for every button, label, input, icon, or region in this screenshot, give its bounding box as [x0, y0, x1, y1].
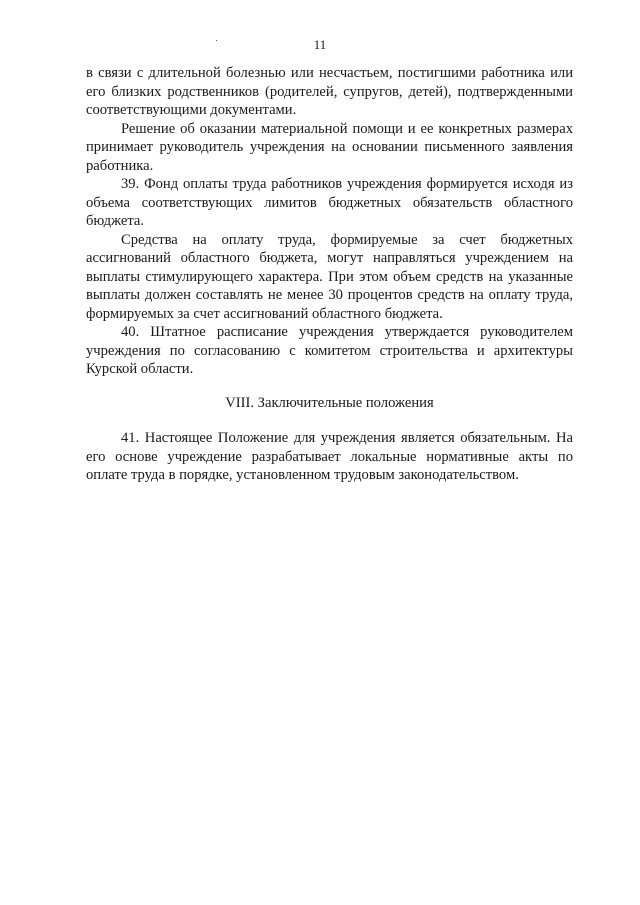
- document-body: [86, 64, 573, 485]
- page-number: 11: [313, 37, 327, 52]
- paragraph-continuation: в связи с длительной болезнью или несчастьем, постигшими работника или его близких родственников (родителей, супругов, детей), подтвержденными соответствующими документами.: [86, 65, 573, 118]
- paragraph-41: 41. Настоящее Положение для учреждения является обязательным. На его основе учреждение разрабатывает локальные нормативные акты по оплате труда в порядке, установленном трудовым законодательством.: [86, 430, 573, 483]
- paragraph-material-aid-decision: Решение об оказании материальной помощи и ее конкретных размерах принимает руководитель учреждения на основании письменного заявления работника.: [86, 120, 573, 174]
- paragraph-40: 40. Штатное расписание учреждения утверждается руководителем учреждения по согласованию с комитетом строительства и архитектуры Курской области.: [86, 324, 573, 377]
- paragraph-39: 39. Фонд оплаты труда работников учреждения формируется исходя из объема соответствующих лимитов бюджетных обязательств областного бюджета.: [86, 176, 573, 229]
- section-heading: VIII. Заключительные положения: [225, 394, 434, 411]
- paragraph-incentive-payments: Средства на оплату труда, формируемые за счет бюджетных ассигнований областного бюджета, могут направляться учреждением на выплаты стимулирующего характера. При этом объем средств на указанные выплаты должен составлять не менее 30 процентов средств на оплату труда, формируемых за счет ассигнований областного бюджета.: [86, 231, 573, 322]
